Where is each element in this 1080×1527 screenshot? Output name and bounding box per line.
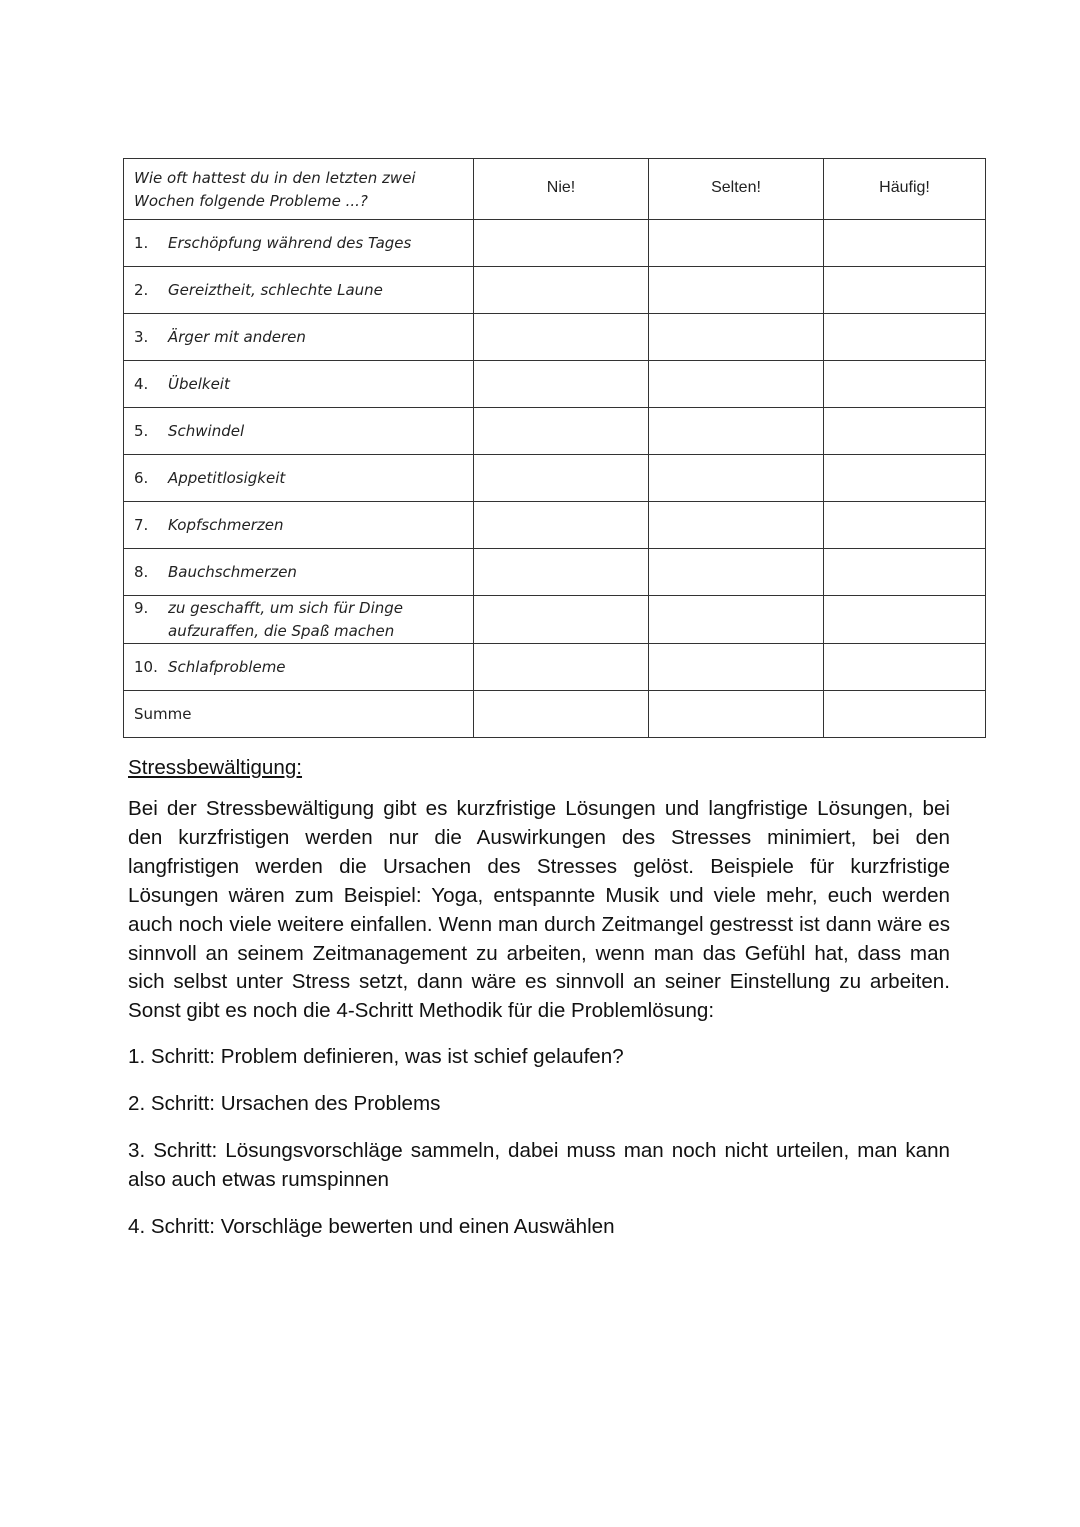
section-body: Bei der Stressbewältigung gibt es kurzfristige Lösungen und langfristige Lösungen, bei den kurzfristigen werden nur die Auswirkungen des Stresses minimiert, bei den langfristigen werden die Ursachen des Stresses gelöst. Beispiele für kurzfristige Lösungen wären zum Beispiel: Yoga, entspannte Musik und viele mehr, euch werden auch noch viele weitere einfallen. Wenn man durch Zeitmangel gestresst ist dann wäre es sinnvoll an seinem Zeitmanagement zu arbeiten, wenn man das Gefühl hat, dass man sich selbst unter Stress setzt, dann wäre es sinnvoll an seiner Einstellung zu arbeiten. Sonst gibt es noch die 4-Schritt Methodik für die Problemlösung: (128, 797, 950, 1023)
answer-cell-haeufig[interactable] (824, 361, 986, 408)
answer-cell-haeufig[interactable] (824, 549, 986, 596)
item-number: 7. (134, 515, 149, 534)
answer-cell-nie[interactable] (474, 596, 649, 644)
answer-cell-haeufig[interactable] (824, 455, 986, 502)
item-label: Erschöpfung während des Tages (168, 233, 412, 252)
item-label: Kopfschmerzen (168, 515, 284, 534)
stress-questionnaire-table (123, 158, 986, 738)
answer-cell-nie[interactable] (474, 502, 649, 549)
table-row (124, 314, 986, 361)
answer-cell-haeufig[interactable] (824, 267, 986, 314)
answer-cell-selten[interactable] (649, 596, 824, 644)
table-row (124, 455, 986, 502)
answer-cell-nie[interactable] (474, 644, 649, 691)
question-header: Wie oft hattest du in den letzten zwei Wochen folgende Probleme ...? (124, 159, 474, 220)
answer-cell-selten[interactable] (649, 267, 824, 314)
item-number: 1. (134, 233, 149, 252)
sum-cell-haeufig[interactable] (824, 691, 986, 738)
answer-cell-nie[interactable] (474, 408, 649, 455)
item-number: 2. (134, 280, 149, 299)
item-number: 9. (134, 598, 149, 617)
answer-cell-nie[interactable] (474, 314, 649, 361)
answer-cell-selten[interactable] (649, 314, 824, 361)
table-row (124, 220, 986, 267)
table-row (124, 408, 986, 455)
item-number: 10. (134, 657, 158, 676)
answer-cell-selten[interactable] (649, 502, 824, 549)
answer-cell-haeufig[interactable] (824, 644, 986, 691)
answer-cell-nie[interactable] (474, 267, 649, 314)
item-number: 3. (134, 327, 149, 346)
answer-cell-haeufig[interactable] (824, 596, 986, 644)
answer-cell-selten[interactable] (649, 549, 824, 596)
answer-cell-nie[interactable] (474, 549, 649, 596)
sum-cell-selten[interactable] (649, 691, 824, 738)
sum-cell-nie[interactable] (474, 691, 649, 738)
answer-cell-haeufig[interactable] (824, 408, 986, 455)
step-item: 4. Schritt: Vorschläge bewerten und einen Auswählen (128, 1214, 615, 1238)
step-item: 3. Schritt: Lösungsvorschläge sammeln, dabei muss man noch nicht urteilen, man kann also auch etwas rumspinnen (128, 1139, 950, 1191)
answer-cell-selten[interactable] (649, 361, 824, 408)
item-label: Übelkeit (168, 374, 230, 393)
column-header-nie: Nie! (474, 159, 649, 220)
step-item: 1. Schritt: Problem definieren, was ist schief gelaufen? (128, 1045, 624, 1069)
answer-cell-selten[interactable] (649, 644, 824, 691)
sum-row (124, 691, 986, 738)
table-row (124, 644, 986, 691)
steps-list (128, 1043, 950, 1242)
item-number: 5. (134, 421, 149, 440)
step-item: 2. Schritt: Ursachen des Problems (128, 1092, 441, 1116)
answer-cell-haeufig[interactable] (824, 502, 986, 549)
item-label: Ärger mit anderen (168, 327, 306, 346)
item-label: Appetitlosigkeit (168, 468, 286, 487)
answer-cell-nie[interactable] (474, 361, 649, 408)
answer-cell-selten[interactable] (649, 220, 824, 267)
item-label: Schlafprobleme (168, 657, 286, 676)
table-row (124, 267, 986, 314)
answer-cell-nie[interactable] (474, 455, 649, 502)
item-number: 4. (134, 374, 149, 393)
stress-coping-section (128, 752, 950, 1242)
item-label: zu geschafft, um sich für Dinge aufzuraffen, die Spaß machen (168, 598, 403, 640)
item-label: Bauchschmerzen (168, 562, 297, 581)
table-row (124, 502, 986, 549)
table-row (124, 549, 986, 596)
answer-cell-haeufig[interactable] (824, 220, 986, 267)
answer-cell-nie[interactable] (474, 220, 649, 267)
item-label: Gereiztheit, schlechte Laune (168, 280, 383, 299)
table-header-row (124, 159, 986, 220)
table-row (124, 361, 986, 408)
column-header-selten: Selten! (649, 159, 824, 220)
item-number: 6. (134, 468, 149, 487)
item-number: 8. (134, 562, 149, 581)
sum-label: Summe (134, 705, 192, 723)
column-header-haeufig: Häufig! (824, 159, 986, 220)
table-row (124, 596, 986, 644)
answer-cell-selten[interactable] (649, 408, 824, 455)
section-title: Stressbewältigung: (128, 756, 303, 779)
item-label: Schwindel (168, 421, 245, 440)
answer-cell-selten[interactable] (649, 455, 824, 502)
answer-cell-haeufig[interactable] (824, 314, 986, 361)
